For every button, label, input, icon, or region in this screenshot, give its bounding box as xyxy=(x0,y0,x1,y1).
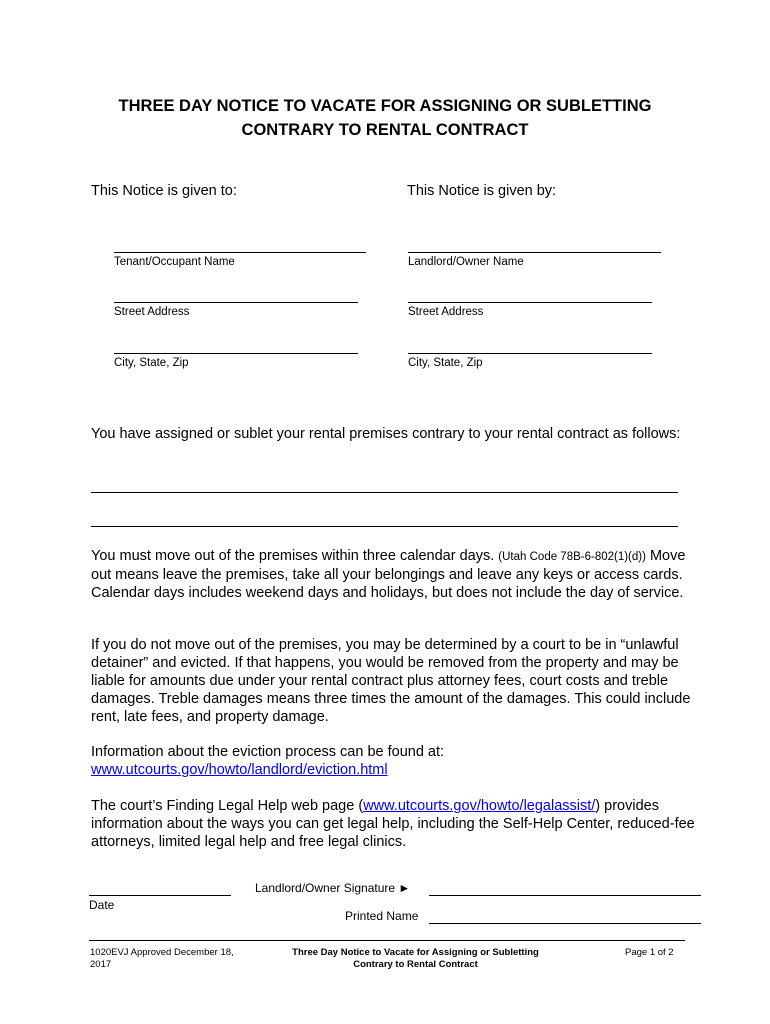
landlord-street-label: Street Address xyxy=(408,306,484,318)
date-label: Date xyxy=(89,898,115,912)
tenant-street-field[interactable] xyxy=(114,302,358,303)
assigned-paragraph: You have assigned or sublet your rental premises contrary to your rental contract as follows: xyxy=(91,426,681,442)
eviction-info-paragraph xyxy=(91,743,703,779)
tenant-city-label: City, State, Zip xyxy=(114,357,189,369)
tenant-city-field[interactable] xyxy=(114,353,358,354)
footer-form-id: 1020EVJ Approved December 18, 2017 xyxy=(90,947,234,970)
legal-assist-link[interactable]: www.utcourts.gov/howto/legalassist/ xyxy=(363,798,596,814)
eviction-info-link[interactable]: www.utcourts.gov/howto/landlord/eviction.html xyxy=(91,762,388,778)
printed-name-label: Printed Name xyxy=(345,909,419,923)
legal-help-paragraph xyxy=(91,797,703,851)
signature-field[interactable] xyxy=(429,895,701,896)
title-line-1: THREE DAY NOTICE TO VACATE FOR ASSIGNING OR SUBLETTING xyxy=(118,97,652,115)
landlord-street-field[interactable] xyxy=(408,302,652,303)
given-by-heading: This Notice is given by: xyxy=(407,183,557,199)
move-out-text-1: You must move out of the premises within three calendar days. xyxy=(91,548,499,564)
landlord-name-label: Landlord/Owner Name xyxy=(408,256,524,268)
tenant-street-label: Street Address xyxy=(114,306,190,318)
signature-label: Landlord/Owner Signature ► xyxy=(255,881,411,895)
legal-help-text-2: ) provides information about the ways you can get legal help, including the Self-Help Center, reduced-fee attorneys, limited legal help and free legal clinics. xyxy=(91,798,695,850)
date-field[interactable] xyxy=(89,895,231,896)
court-paragraph: If you do not move out of the premises, you may be determined by a court to be in “unlawful detainer” and evicted. If that happens, you would be removed from the property and may be liable for amounts due under your rental contract plus attorney fees, court costs and treble damages. Treble damages means three times the amount of the damages. This could include rent, late fees, and property damage. xyxy=(91,637,691,725)
eviction-info-text: Information about the eviction process can be found at: xyxy=(91,744,445,760)
tenant-name-field[interactable] xyxy=(114,252,366,253)
explanation-line-2[interactable] xyxy=(91,526,678,527)
explanation-line-1[interactable] xyxy=(91,492,678,493)
title-line-2: CONTRARY TO RENTAL CONTRACT xyxy=(241,121,529,139)
printed-name-field[interactable] xyxy=(429,923,701,924)
tenant-name-label: Tenant/Occupant Name xyxy=(114,256,235,268)
landlord-city-label: City, State, Zip xyxy=(408,357,483,369)
landlord-city-field[interactable] xyxy=(408,353,652,354)
utah-code-citation: (Utah Code 78B-6-802(1)(d)) xyxy=(498,551,646,563)
move-out-paragraph xyxy=(91,547,703,602)
given-to-heading: This Notice is given to: xyxy=(91,183,237,199)
move-out-text-2: Move out means leave the premises, take all your belongings and leave any keys or access cards. Calendar days includes weekend days and holidays, but does not include the day of service. xyxy=(91,548,686,601)
footer-form-title: Three Day Notice to Vacate for Assigning or Subletting Contrary to Rental Contract xyxy=(292,947,539,970)
footer-page-number: Page 1 of 2 xyxy=(625,947,674,958)
landlord-name-field[interactable] xyxy=(408,252,661,253)
footer-divider xyxy=(89,940,685,941)
page-title xyxy=(60,94,710,142)
legal-help-text-1: The court’s Finding Legal Help web page ( xyxy=(91,798,364,814)
